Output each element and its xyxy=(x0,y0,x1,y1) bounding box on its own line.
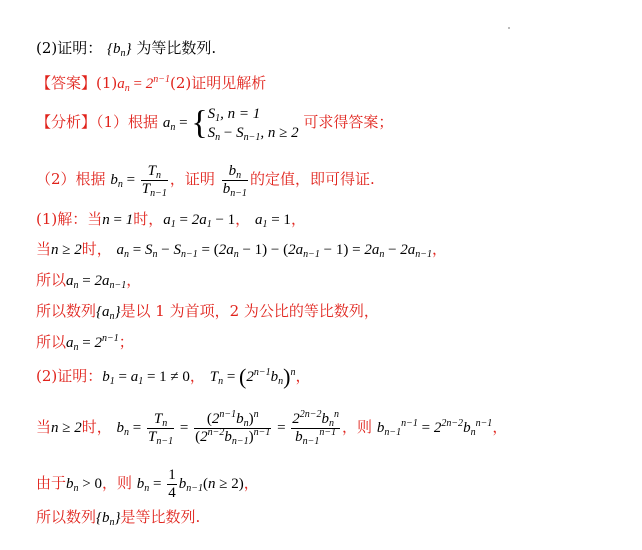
math-bn-set: $\{b_n\}$ xyxy=(107,41,132,59)
math-bn1-power: $b_{n-1}^{n-1} = 2^{2n-2}b_n^{n-1}$ xyxy=(376,418,493,438)
answer-line: 【答案】$(1)a_n = 2^{n-1}(2)$证明见解析 xyxy=(36,74,267,94)
solution-geometric: 所以数列$\{a_n\}$是以 1 为首项，2 为公比的等比数列， xyxy=(36,302,379,322)
math-an-cases: $a_n = \{S_1$, n = 1 $S_n - S_{n-1}$, n ≥ 2 xyxy=(162,104,299,143)
math-bn-pos: $b_n > 0$ xyxy=(66,476,102,494)
math-n-ge-2: n ≥ 2 xyxy=(51,242,82,258)
math-b1: $b_1 = a_1 = 1 \ne 0$ xyxy=(102,369,190,387)
stray-dot xyxy=(508,27,510,29)
solution-result: 所以$a_n = 2^{n-1}$； xyxy=(36,333,134,353)
math-bn-quotient: $\frac{b_n}{b_{n-1}}$ xyxy=(222,163,247,200)
math-tn: $T_n = (2^{n-1}b_n)^n$ xyxy=(209,364,296,389)
proof-part2-start: (2)证明：$b_1 = a_1 = 1 \ne 0$， $T_n = (2^{n-1}b_n)^n$， xyxy=(36,364,311,389)
problem-statement: (2)证明： $\{b_n\}$ 为等比数列. xyxy=(36,39,217,59)
math-bn-ratio-expand: $b_n$ = $\frac{T_n}{T_{n-1}}$ = $\frac{(2^{n-1}b_n)^n}{(2^{n-2}b_{n-1})^{n-1}}$ = $\frac{2^{2n-2}b_n^n}{b_{n-1}^{n-1}}$ xyxy=(116,409,340,448)
math-a1-value: $a_1 = 1$ xyxy=(254,212,291,230)
solution-relation: 所以$a_n = 2a_{n-1}$， xyxy=(36,271,142,291)
math-an-result: $a_n = 2^{n-1}$ xyxy=(66,333,119,353)
solution-recurrence: 当n ≥ 2时， $a_n = S_n - S_{n-1} = (2a_n - 1) - (2a_{n-1} - 1) = 2a_n - 2a_{n-1}$， xyxy=(36,240,448,260)
proof-conclusion: 所以数列$\{b_n\}$是等比数列. xyxy=(36,508,201,528)
math-an-formula: $a_n = 2^{n-1}$ xyxy=(117,74,170,94)
analysis-line: 【分析】（1）根据 $a_n = \{S_1$, n = 1 $S_n - S_{n-1}$, n ≥ 2 可求得答案； xyxy=(36,104,394,143)
solution-part1-start: (1)解：当n = 1时，$a_1 = 2a_1 - 1$， $a_1 = 1$， xyxy=(36,210,306,230)
math-n-eq-1: n = 1 xyxy=(102,212,134,228)
proof-ratio: 当n ≥ 2时， $b_n$ = $\frac{T_n}{T_{n-1}}$ = $\frac{(2^{n-1}b_n)^n}{(2^{n-2}b_{n-1})^{n-1}}$ = $\frac{2^{2n-2}b_n^n}{b_{n-1}^{n-1}}$ ，则 $b_{n-1}^{n-1} = 2^{2n-2}b_n^{n-1}$， xyxy=(36,409,508,448)
math-bn-quarter: $b_n$ = $\frac{1}{4}$ $b_{n-1}(n \ge 2)$ xyxy=(136,467,244,502)
math-recurrence: $a_n = S_n - S_{n-1} = (2a_n - 1) - (2a_{n-1} - 1) = 2a_n - 2a_{n-1}$ xyxy=(116,242,433,260)
math-a1-eq: $a_1 = 2a_1 - 1$ xyxy=(163,212,236,230)
math-bn-ratio: $b_n$ = $\frac{T_n}{T_{n-1}}$ xyxy=(110,163,167,200)
math-an-set: $\{a_n\}$ xyxy=(96,304,121,322)
math-n-ge-2b: n ≥ 2 xyxy=(51,420,82,436)
analysis-part2: （2）根据 $b_n$ = $\frac{T_n}{T_{n-1}}$ ，证明 $\frac{b_n}{b_{n-1}}$ 的定值，即可得证. xyxy=(36,163,375,200)
math-bn-set-final: $\{b_n\}$ xyxy=(96,510,121,528)
math-an-2an1: $a_n = 2a_{n-1}$ xyxy=(66,273,127,291)
proof-positive: 由于$b_n > 0$，则 $b_n$ = $\frac{1}{4}$ $b_{n-1}(n \ge 2)$， xyxy=(36,467,259,502)
